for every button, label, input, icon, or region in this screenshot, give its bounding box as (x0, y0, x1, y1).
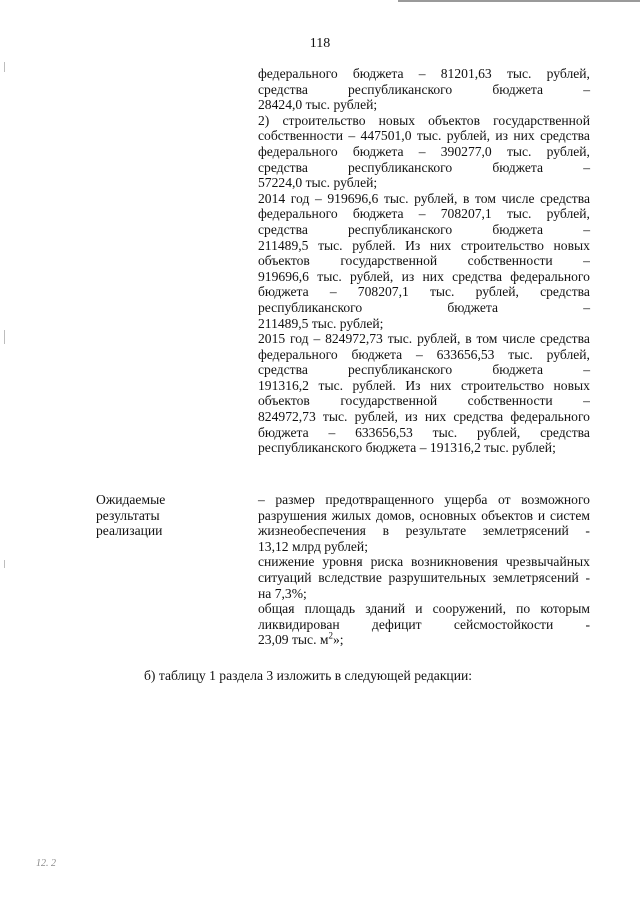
text-line (258, 617, 590, 633)
word: землетрясений (482, 523, 569, 539)
text-line (258, 66, 590, 82)
page-number: 118 (309, 36, 331, 51)
word: средства (540, 284, 590, 300)
word: тыс. (318, 377, 344, 393)
word: сооружений, (432, 601, 506, 617)
word: республиканского (348, 221, 453, 237)
word: – (313, 331, 321, 347)
word: уровня (322, 554, 363, 570)
label-line: реализации (96, 523, 163, 539)
word: государственной (340, 253, 438, 269)
word: в (465, 331, 472, 347)
word: федерального (510, 409, 590, 425)
word: бюджета (352, 143, 404, 159)
word: них (513, 128, 535, 144)
word: жилых (331, 507, 372, 523)
word: год (290, 331, 309, 347)
text-line (258, 128, 590, 144)
word: федерального (258, 66, 338, 81)
word: 824972,73 (258, 409, 316, 425)
word: республиканского (348, 159, 453, 175)
word: бюджета (492, 81, 544, 97)
top-scan-rule (398, 0, 640, 2)
word: тыс. (429, 284, 455, 300)
word: бюджета (492, 221, 544, 237)
word: рублей, (546, 206, 590, 222)
text-line: республиканского бюджета – 191316,2 тыс. рублей; (258, 440, 556, 456)
word: тыс. (506, 206, 532, 222)
text-line (258, 409, 590, 425)
word: рублей, (546, 66, 590, 81)
word: бюджета (492, 159, 544, 175)
text-line (258, 601, 590, 617)
word: 2) (258, 112, 270, 128)
word: рублей, (354, 409, 398, 425)
word: в (382, 523, 389, 539)
text-line (258, 160, 590, 176)
word: 191316,2 (258, 377, 309, 393)
word: средства (258, 221, 308, 237)
word: жизнеобеспечения (258, 523, 366, 539)
word: и (415, 601, 423, 617)
word: от (498, 492, 511, 507)
text-line (258, 284, 590, 300)
word: бюджета (447, 299, 499, 315)
word: бюджета (351, 346, 403, 362)
word: объектов (428, 112, 480, 128)
word: республиканского (348, 362, 453, 378)
word: риска (370, 554, 404, 570)
word: государственной (493, 112, 590, 128)
word: основных (419, 507, 477, 523)
word: из (401, 268, 415, 284)
word: которым (540, 601, 590, 617)
word: землетрясений (492, 569, 579, 585)
word: рублей, (475, 284, 519, 300)
word: собственности (467, 253, 553, 269)
text-line (258, 206, 590, 222)
word: бюджета (258, 424, 309, 440)
text-line (258, 331, 590, 347)
word: домов, (376, 507, 415, 523)
word: – (258, 492, 265, 507)
word: тыс. (508, 346, 533, 362)
word: тыс. (318, 237, 343, 253)
word: – (583, 362, 590, 378)
word: средства (258, 159, 308, 175)
scan-margin-mark (4, 560, 5, 568)
word: размер (275, 492, 315, 507)
text-line (258, 113, 590, 129)
word: средства (453, 409, 504, 425)
word: государственной (340, 393, 438, 409)
word: 708207,1 (440, 206, 492, 222)
scan-margin-mark (4, 62, 5, 72)
text-line (258, 554, 590, 570)
word: тыс. (383, 190, 409, 206)
word: тыс. (416, 128, 442, 144)
word: рублей, (546, 346, 590, 362)
word: федерального (510, 268, 590, 284)
word: 81201,63 (440, 66, 492, 81)
text-line (258, 347, 590, 363)
word: тыс. (506, 143, 532, 159)
word: – (583, 159, 590, 175)
word: дефицит (371, 616, 422, 632)
word: рублей, (350, 268, 394, 284)
word: тыс. (432, 424, 458, 440)
word: средства (540, 331, 590, 347)
word: систем (550, 507, 590, 523)
text-line (258, 508, 590, 524)
word: – (416, 346, 423, 362)
word: строительство (282, 112, 366, 128)
word: – (583, 393, 590, 409)
word: том (476, 331, 498, 347)
word: из (405, 409, 418, 425)
word: снижение (258, 554, 315, 570)
word: 824972,73 (325, 331, 383, 347)
word: рублей, (446, 128, 491, 144)
funding-text-column (258, 66, 590, 456)
text-line (258, 570, 590, 586)
word: в (463, 190, 470, 206)
word: вследствие (318, 569, 382, 585)
word: рублей, (414, 190, 458, 206)
word: чрезвычайных (505, 554, 590, 570)
word: общая (258, 601, 295, 617)
expected-results-last-line: 23,09 тыс. $м^2$»; (258, 630, 344, 648)
word: объектов (258, 393, 310, 409)
word: строительство (460, 237, 544, 253)
word: средства (258, 362, 308, 378)
word: – (418, 66, 426, 81)
word: объектов (258, 253, 310, 269)
text-line: 13,12 млрд рублей; (258, 538, 368, 554)
word: федерального (258, 143, 338, 159)
word: – (314, 190, 322, 206)
word: строительство (460, 377, 545, 393)
word: ущерба (444, 492, 488, 507)
word: рублей, (417, 331, 461, 347)
expected-results-text (258, 492, 590, 648)
word: год (290, 190, 310, 206)
word: 633656,53 (436, 346, 495, 362)
word: рублей, (546, 143, 590, 159)
word: 919696,6 (258, 268, 309, 284)
text-line (258, 492, 590, 508)
text-line (258, 393, 590, 409)
word: них (422, 268, 444, 284)
word: возможного (521, 492, 590, 507)
word: числе (501, 190, 535, 206)
word: собственности (258, 128, 344, 144)
word: 633656,53 (355, 424, 413, 440)
scan-margin-mark (4, 330, 5, 344)
word: тыс. (322, 409, 348, 425)
word: – (328, 424, 336, 440)
word: 2014 (258, 190, 286, 206)
word: средства (540, 424, 590, 440)
word: бюджета (258, 284, 309, 300)
word: из (495, 128, 509, 144)
word: числе (502, 331, 536, 347)
word: Из (405, 377, 421, 393)
word: них (429, 237, 452, 253)
word: средства (452, 268, 503, 284)
word: тыс. (317, 268, 342, 284)
word: рублей, (476, 424, 521, 440)
word: них (424, 409, 447, 425)
word: – (329, 284, 337, 300)
word: новых (553, 377, 590, 393)
word: - (585, 523, 590, 539)
word: - (585, 616, 590, 632)
word: федерального (258, 206, 338, 222)
expected-results-label (96, 492, 165, 539)
text-line (258, 378, 590, 394)
word: собственности (467, 393, 553, 409)
word: республиканского (348, 81, 453, 97)
text-line (258, 144, 590, 160)
label-line: результаты (96, 507, 160, 523)
word: средства (258, 81, 308, 97)
word: ликвидирован (258, 616, 340, 632)
word: – (418, 206, 426, 222)
word: новых (378, 112, 416, 128)
text-line (258, 300, 590, 316)
word: Из (405, 237, 421, 253)
word: новых (553, 237, 590, 253)
text-line (258, 425, 590, 441)
word: результате (405, 523, 467, 539)
word: бюджета (352, 66, 404, 81)
word: 708207,1 (357, 284, 409, 300)
text-line (258, 82, 590, 98)
word: разрушительных (388, 569, 487, 585)
word: площадь (304, 601, 356, 617)
word: рублей. (352, 237, 396, 253)
word: ситуаций (258, 569, 312, 585)
text-line (258, 222, 590, 238)
word: возникновения (411, 554, 498, 570)
word: - (585, 569, 590, 585)
word: сейсмостойкости (453, 616, 554, 632)
word: том (475, 190, 496, 206)
footer-handwritten-mark: 12. 2 (36, 858, 56, 869)
word: них (430, 377, 452, 393)
text-line: на 7,3%; (258, 585, 307, 601)
word: 2015 (258, 331, 286, 347)
word: по (516, 601, 531, 617)
closing-instruction: б) таблицу 1 раздела 3 изложить в следующей редакции: (144, 668, 473, 683)
text-line (258, 253, 590, 269)
word: бюджета (492, 362, 544, 378)
text-line: 28424,0 тыс. рублей; (258, 97, 378, 113)
text-line: 211489,5 тыс. рублей; (258, 315, 384, 331)
label-line: Ожидаемые (96, 492, 166, 507)
word: 390277,0 (440, 143, 492, 159)
text-line: 57224,0 тыс. рублей; (258, 175, 378, 191)
word: федерального (258, 346, 338, 362)
word: 447501,0 (360, 128, 412, 144)
word: – (583, 253, 590, 269)
word: предотвращенного (325, 492, 434, 507)
text-line (258, 362, 590, 378)
word: – (583, 221, 590, 237)
word: – (418, 143, 426, 159)
word: 211489,5 (258, 237, 309, 253)
word: – (348, 128, 356, 144)
word: республиканского (258, 299, 363, 315)
word: 919696,6 (327, 190, 379, 206)
text-line (258, 238, 590, 254)
word: разрушения (258, 507, 327, 523)
text-line (258, 191, 590, 207)
word: тыс. (506, 66, 532, 81)
text-line (258, 523, 590, 539)
text-line (258, 269, 590, 285)
word: – (583, 81, 590, 97)
word: средства (540, 190, 590, 206)
word: рублей. (352, 377, 396, 393)
word: и (537, 507, 546, 523)
word: – (583, 299, 590, 315)
word: бюджета (352, 206, 404, 222)
word: средства (540, 128, 590, 144)
word: тыс. (387, 331, 413, 347)
word: зданий (365, 601, 406, 617)
word: объектов (481, 507, 534, 523)
